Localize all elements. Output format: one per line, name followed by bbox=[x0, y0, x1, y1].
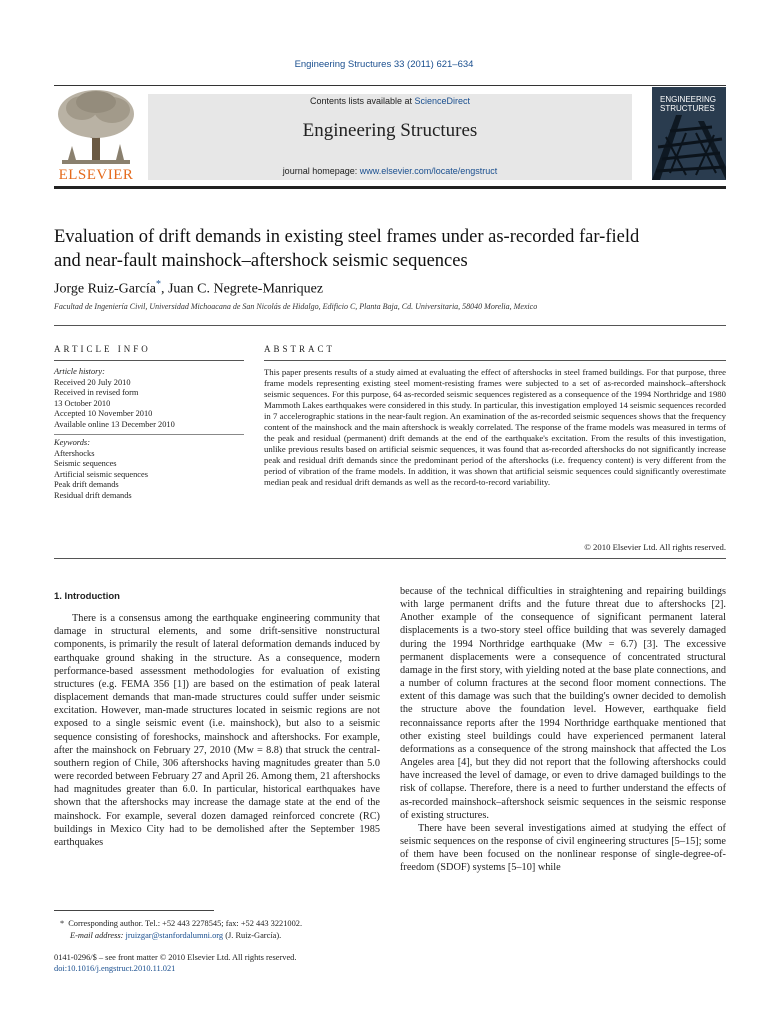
section-heading: 1. Introduction bbox=[54, 591, 120, 602]
header-rule bbox=[54, 85, 726, 86]
history-item: Accepted 10 November 2010 bbox=[54, 409, 153, 418]
keyword: Residual drift demands bbox=[54, 490, 132, 500]
elsevier-logo-text: ELSEVIER bbox=[58, 167, 134, 183]
doi-link[interactable]: doi:10.1016/j.engstruct.2010.11.021 bbox=[54, 964, 176, 973]
keyword: Artificial seismic sequences bbox=[54, 469, 148, 479]
keyword: Peak drift demands bbox=[54, 480, 119, 489]
issn-line: 0141-0296/$ – see front matter © 2010 Elsevier Ltd. All rights reserved. bbox=[54, 953, 297, 962]
info-separator bbox=[54, 434, 244, 435]
corresponding-author-note: * Corresponding author. Tel.: +52 443 2278545; fax: +52 443 3221002. bbox=[60, 919, 303, 928]
journal-homepage: journal homepage: www.elsevier.com/locate/engstruct bbox=[282, 166, 498, 176]
abstract-bottom-rule bbox=[54, 558, 726, 559]
history-item: Available online 13 December 2010 bbox=[54, 419, 175, 429]
title-line-2: and near-fault mainshock–aftershock seismic sequences bbox=[54, 251, 468, 271]
history-item: Received 20 July 2010 bbox=[54, 377, 131, 387]
issn-block bbox=[54, 952, 296, 974]
paragraph: There is a consensus among the earthquake engineering community that damage in structural elements, and some drift-sensitive nonstructural components, is primarily the result of lateral deformation demands induced by earthquake ground shaking in the structure. As a consequence, modern performance-based assessment methodologies for evaluation of existing structures (e.g. FEMA 356 [1]) are based on the estimation of peak lateral displacement demands that man-made structures could suffer under seismic excitation. However, man-made structures located in seismic regions are not exposed to a single seismic event (i.e. mainshock), but also to a seismic sequence consisting of foreshocks, mainshock and aftershocks. For example, after the mainshock on February 27, 2010 (Mw = 8.8) that struck the central-southern region of Chile, 306 aftershocks having magnitudes greater than 5.0 were recorded between February 27 and April 26. Among them, 21 aftershocks had magnitudes greater than 6.0. In particular, historical earthquakes have shown that the aftershocks may increase the damage state at the end of the mainshock. For example, several dozen damaged reinforced concrete (RC) buildings in Mexico City had to be demolished after the September 1985 earthquakes bbox=[54, 613, 380, 848]
copyright: © 2010 Elsevier Ltd. All rights reserved. bbox=[584, 542, 726, 552]
abstract-heading: ABSTRACT bbox=[264, 344, 336, 354]
journal-reference[interactable]: Engineering Structures 33 (2011) 621–634 bbox=[294, 59, 474, 70]
authors: Jorge Ruiz-García*, Juan C. Negrete-Manriquez bbox=[54, 279, 324, 297]
email-note: E-mail address: jruizgar@stanfordalumni.org (J. Ruiz-García). bbox=[70, 930, 282, 940]
body-column-right bbox=[400, 585, 726, 874]
keyword: Seismic sequences bbox=[54, 459, 117, 468]
footnote bbox=[54, 918, 380, 941]
history-item: 13 October 2010 bbox=[54, 398, 111, 408]
article-info bbox=[54, 367, 244, 501]
history-label: Article history: bbox=[54, 367, 105, 376]
sciencedirect-link[interactable]: ScienceDirect bbox=[414, 96, 471, 106]
article-title bbox=[54, 225, 726, 273]
paragraph: There have been several investigations aimed at studying the effect of seismic sequences on the response of civil engineering structures [5–15]; some of them have been focused on the nonlinear response of single-degree-of-freedom (SDOF) systems [5–10] while bbox=[400, 822, 726, 874]
article-info-heading: ARTICLE INFO bbox=[54, 344, 151, 354]
keyword: Aftershocks bbox=[54, 448, 95, 458]
journal-cover-image bbox=[652, 87, 726, 180]
email-link[interactable]: jruizgar@stanfordalumni.org bbox=[125, 930, 224, 940]
keywords-label: Keywords: bbox=[54, 438, 90, 447]
paragraph: because of the technical difficulties in straightening and repairing buildings with large permanent drifts and the future threat due to aftershocks [2]. Another example of the consequence of significant permanent lateral displacements is a two-story steel office building that was severely damaged during the 1994 Northridge earthquake (Mw = 6.7) [3]. The excessive permanent displacements were a consequence of concentrated structural damage in the first story, with yielding noted at the base plate connections, and a number of column fractures at the second floor moment connections. The extent of this damage was such that the building's owner decided to demolish the structure above the foundation level. However, earthquake field reconnaissance reports after the 1994 Northridge earthquake mentioned that other existing steel buildings could have experienced permanent lateral deformations as a consequence of the strong mainshock that affected the Los Angeles area [4], but they did not report that the following aftershocks could have increased the level of damage, or even to drive damaged buildings to the risk of collapse. Therefore, there is a need to further understand the effects of as-recorded mainshock–aftershock seismic sequences in the seismic response of existing structures. bbox=[400, 586, 726, 821]
affiliation-rule bbox=[54, 325, 726, 326]
corresponding-author-mark[interactable]: * bbox=[155, 279, 161, 290]
body-column-left bbox=[54, 590, 380, 849]
footnote-mark: * bbox=[60, 919, 65, 928]
footnote-rule bbox=[54, 910, 214, 911]
affiliation: Facultad de Ingeniería Civil, Universidad Michoacana de San Nicolás de Hidalgo, Edificio C, Planta Baja, Cd. Universitaria, 58040 Morelia, Mexico bbox=[54, 302, 538, 311]
abstract-rule bbox=[264, 360, 726, 361]
journal-name: Engineering Structures bbox=[302, 120, 478, 141]
title-line-1: Evaluation of drift demands in existing steel frames under as-recorded far-field bbox=[54, 227, 640, 247]
homepage-link[interactable]: www.elsevier.com/locate/engstruct bbox=[359, 166, 498, 176]
cover-title: ENGINEERING STRUCTURES bbox=[660, 95, 717, 113]
article-info-rule bbox=[54, 360, 244, 361]
history-item: Received in revised form bbox=[54, 388, 139, 397]
masthead-rule bbox=[54, 186, 726, 189]
contents-line: Contents lists available at ScienceDirect bbox=[309, 96, 471, 106]
abstract-text: This paper presents results of a study aimed at evaluating the effect of aftershocks in steel framed buildings. For that purpose, three frame models representing existing steel moment-resisting frames were subjected to a set of as-recorded mainshock–aftershock seismic sequences. For this purpose, 64 as-recorded seismic sequences registered as a consequence of the 1994 Northridge and 1980 Mammoth Lakes earthquakes were considered in this study. In particular, this investigation employed 14 seismic sequences recorded in 7 accelerographic stations in the near-fault region. An examination of the as-recorded seismic sequences shows that the frequency content of the mainshock and the main aftershock is weakly correlated. The response of the frame models was measured in terms of the peak and residual (permanent) drift demands at the end of the earthquake's excitation. From the results of this investigation, unlike previous results based on artificial seismic sequences, it was found that as-recorded aftershocks do not significantly increase peak and residual drift demands since the predominant period of the aftershocks (i.e. frequency content) is very different from the period of vibration of the frame models. In addition, it was shown that artificial seismic sequences could significantly overestimate median peak and residual drift demands as well as the record-to-record variability. bbox=[264, 367, 726, 487]
